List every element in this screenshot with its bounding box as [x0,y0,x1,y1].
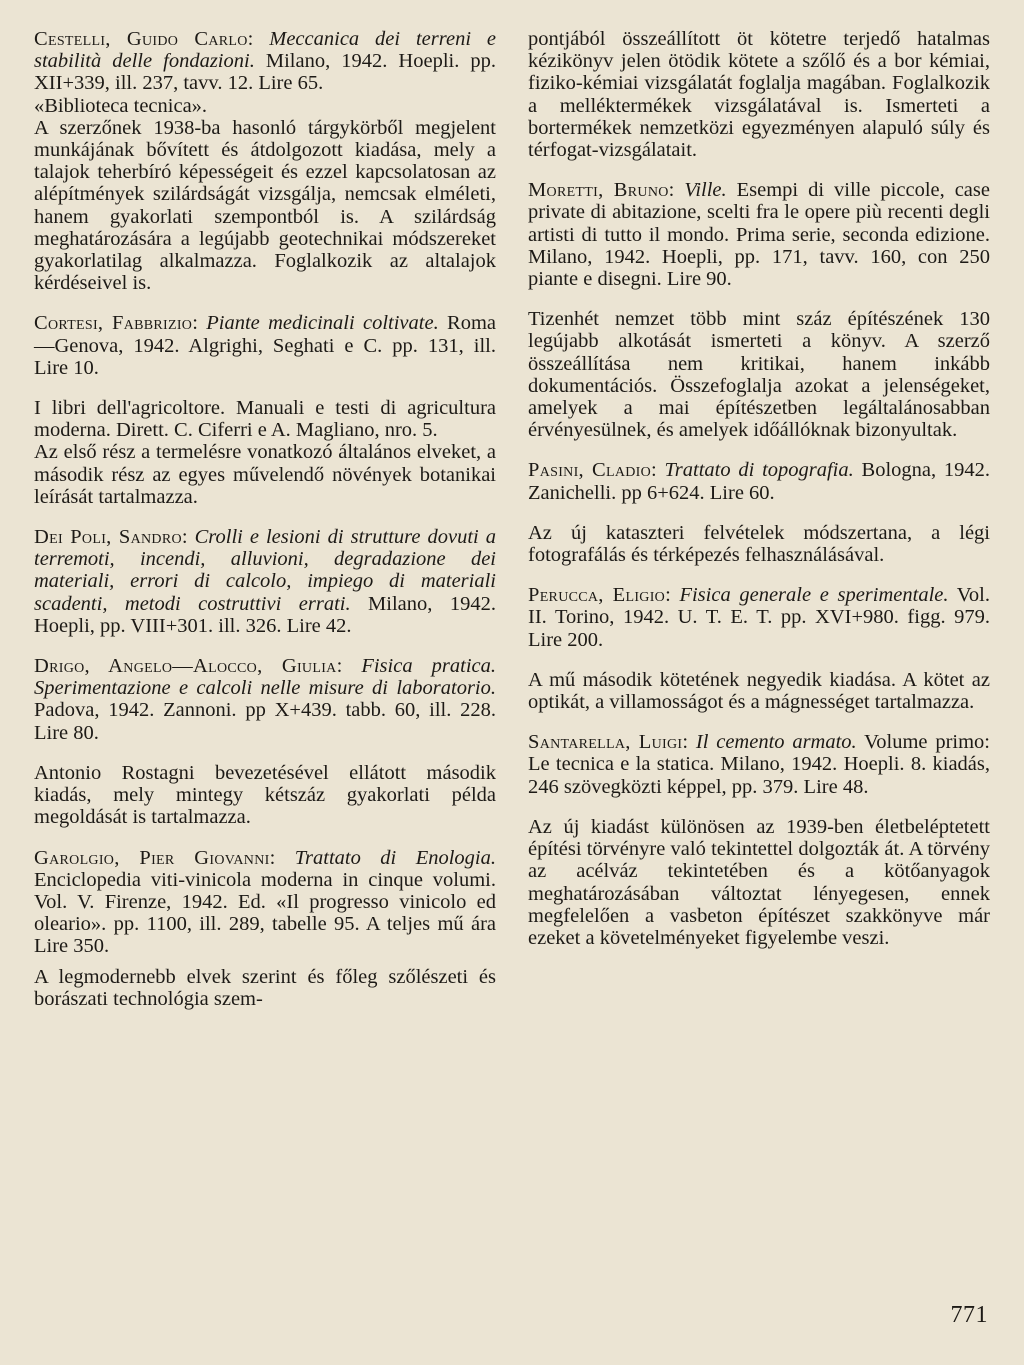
entry-title: Trattato di topografia. [664,459,854,482]
entry-title: Piante medicinali coltivate. [206,312,439,335]
entry-author: Garolgio, Pier Giovanni [34,846,270,869]
entry-details: Bologna, 1942. Zanichelli. pp 6+624. Lire 60. [528,459,991,504]
book-entry: Santarella, Luigi: Il cemento armato. Volume primo: Le tecnica e la statica. Milano, 1942. Hoepli. 8. kiadás, 246 szövegközti képpel, pp. 379. Lire 48. [528,731,991,798]
book-entry: Drigo, Angelo—Alocco, Giulia: Fisica pratica. Sperimentazione e calcoli nelle misure di laboratorio. Padova, 1942. Zannoni. pp X+439. tabb. 60, ill. 228. Lire 80. [34,655,496,744]
entry-details: Roma—Genova, 1942. Algrighi, Seghati e C. pp. 131, ill. Lire 10. [34,312,497,379]
entry-description: A legmodernebb elvek szerint és főleg szőlészeti és borászati technológia szem- [34,965,496,1010]
entry-description: Tizenhét nemzet több mint száz építészének 130 legújabb alkotását ismerteti a könyv. A szerző összeállítása nem kritikai, hanem inkább dokumentációs. Összefoglalja azokat a jelenségeket, amelyek a mai építészetben legáltalánosabban érvényesülnek, és amelyek időállóknak bizonyultak. [528,308,990,442]
entry-description: Az új kataszteri felvételek módszertana, a légi fotografálás és térképezés felhasználásával. [528,521,990,567]
entry-description: A szerzőnek 1938-ba hasonló tárgykörből megjelent munkájának bővített és átdolgozott kiadása, mely a talajok teherbíró képességeit és ezzel kapcsolatosan az alépítmények szilárdságát vizsgálja, nemcsak elméleti, hanem gyakorlati szempontból is. A szilárdság meghatározására a legújabb geotechnikai módszereket gyakorlatilag alkalmazza. Foglalkozik az altalajok kérdéseivel is. [34,116,496,295]
book-entry: Perucca, Eligio: Fisica generale e sperimentale. Vol. II. Torino, 1942. U. T. E. T. pp. XVI+980. figg. 979. Lire 200. [528,584,990,651]
right-column [528,28,990,949]
entry-details: Padova, 1942. Zannoni. pp X+439. tabb. 60, ill. 228. Lire 80. [34,699,496,744]
entry-author: Perucca, Eligio [528,584,666,607]
book-entry: Cestelli, Guido Carlo: Meccanica dei terreni e stabilità delle fondazioni. Milano, 1942. Hoepli. pp. XII+339, ill. 237, tavv. 12. Lire 65. [34,28,497,95]
entry-title: Meccanica dei terreni e stabilità delle fondazioni. [34,28,496,73]
entry-title: Fisica pratica. Sperimentazione e calcoli nelle misure di laboratorio. [34,655,496,700]
entry-title: Il cemento armato. [695,731,857,754]
book-entry: Pasini, Cladio: Trattato di topografia. Bologna, 1942. Zanichelli. pp 6+624. Lire 60. [528,459,991,504]
entry-title: Trattato di Enologia. [294,846,496,869]
entry-author: Santarella, Luigi [528,731,683,754]
entry-description: Az új kiadást különösen az 1939-ben életbeléptetett építési törvényre való tekintettel dolgozták át. A törvény az acélváz tekintetében és a kötőanyagok meghatározásában változtat lényegesen, ennek megfelelően a vasbeton építészet szakkönyve már ezeket a követelményeket figyelembe veszi. [528,815,990,949]
entry-description: Az első rész a termelésre vonatkozó általános elveket, a második rész az egyes művelendő növények botanikai leírását tartalmazza. [34,441,496,508]
entry-details: Enciclopedia viti-vinicola moderna in cinque volumi. Vol. V. Firenze, 1942. Ed. «Il progresso vinicolo ed oleario». pp. 1100, ill. 289, tabelle 95. A teljes mű ára Lire 350. [34,868,496,958]
entry-details: Volume primo: Le tecnica e la statica. Milano, 1942. Hoepli. 8. kiadás, 246 szövegközti képpel, pp. 379. Lire 48. [528,731,991,798]
series-note: I libri dell'agricoltore. Manuali e testi di agricultura moderna. Dirett. C. Ciferri e A. Magliano, nro. 5. [34,397,496,442]
left-column [34,28,496,1010]
entry-title: Crolli e lesioni di strutture dovuti a terremoti, incendi, alluvioni, degradazione dei materiali, errori di calcolo, impiego di materiali scadenti, metodi costruttivi errati. [34,526,496,615]
entry-description: Antonio Rostagni bevezetésével ellátott második kiadás, mely mintegy kétszáz gyakorlati példa megoldását is tartalmazza. [34,761,496,829]
series-note: «Biblioteca tecnica». [34,94,208,117]
book-entry: Garolgio, Pier Giovanni: Trattato di Enologia. Enciclopedia viti-vinicola moderna in cinque volumi. Vol. V. Firenze, 1942. Ed. «Il progresso vinicolo ed oleario». pp. 1100, ill. 289, tabelle 95. A teljes mű ára Lire 350. [34,846,496,958]
entry-author: Moretti, Bruno [528,179,669,202]
book-entry: Moretti, Bruno: Ville. Esempi di ville piccole, case private di abitazione, scelti fra le opere più recenti degli artisti di tutto il mondo. Prima serie, seconda edizione. Milano, 1942. Hoepli, pp. 171, tavv. 160, con 250 piante e disegni. Lire 90. [528,179,990,291]
entry-details: Milano, 1942. Hoepli, pp. VIII+301. ill. 326. Lire 42. [34,592,496,637]
entry-title: Fisica generale e sperimentale. [679,584,949,607]
page-number: 771 [950,1302,988,1328]
entry-author: Cortesi, Fabbrizio [34,312,193,335]
entry-details: Esempi di ville piccole, case private di abitazione, scelti fra le opere più recenti degli artisti di tutto il mondo. Prima serie, seconda edizione. Milano, 1942. Hoepli, pp. 171, tavv. 160, con 250 piante e disegni. Lire 90. [528,179,990,291]
entry-author: Drigo, Angelo—Alocco, Giulia [34,655,337,678]
entry-author: Dei Poli, Sandro [34,526,182,549]
book-entry: Dei Poli, Sandro: Crolli e lesioni di strutture dovuti a terremoti, incendi, alluvioni, degradazione dei materiali, errori di calcolo, impiego di materiali scadenti, metodi costruttivi errati. Milano, 1942. Hoepli, pp. VIII+301. ill. 326. Lire 42. [34,526,496,637]
book-entry: Cortesi, Fabbrizio: Piante medicinali coltivate. Roma—Genova, 1942. Algrighi, Seghati e C. pp. 131, ill. Lire 10. [34,312,497,379]
entry-description: A mű második kötetének negyedik kiadása. A kötet az optikát, a villamosságot és a mágnességet tartalmazza. [528,668,990,714]
entry-description: pontjából összeállított öt kötetre terjedő hatalmas kézikönyv jelen ötödik kötete a szőlő és a bor kémiai, fiziko-kémiai vizsgálatát foglalja magában. Foglalkozik a melléktermékek vizsgálatával is. Ismerteti a bortermékek nemzetközi egyezményen alapuló súly és térfogat-vizsgálatait. [528,28,990,162]
entry-title: Ville. [684,179,727,202]
entry-details: Vol. II. Torino, 1942. U. T. E. T. pp. XVI+980. figg. 979. Lire 200. [528,584,990,651]
entry-details: Milano, 1942. Hoepli. pp. XII+339, ill. 237, tavv. 12. Lire 65. [34,50,497,95]
entry-author: Pasini, Cladio [528,459,652,482]
entry-author: Cestelli, Guido Carlo [34,28,248,50]
